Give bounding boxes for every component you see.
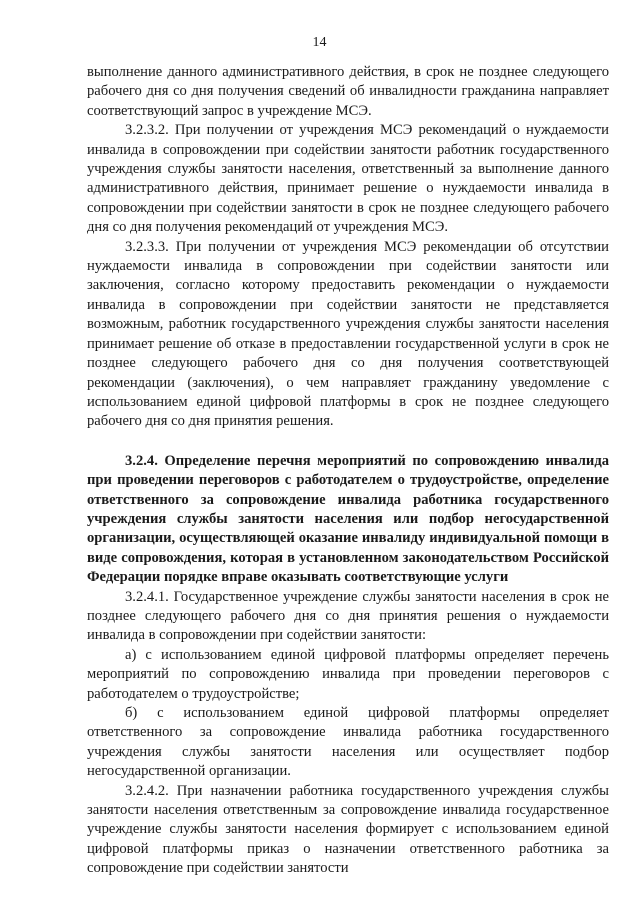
paragraph-3-2-4-2: 3.2.4.2. При назначении работника государственного учреждения службы занятости населения ответственным за сопровождение инвалида государственное учреждение службы занятости населения формирует с использованием единой цифровой платформы приказ о назначении ответственного работника за сопровождение при содействии занятости bbox=[87, 782, 609, 877]
page-number: 14 bbox=[312, 35, 327, 50]
paragraph-item-b: б) с использованием единой цифровой платформы определяет ответственного за сопровождение инвалида работника государственного учреждения службы занятости населения или осуществляет подбор негосударственной организации. bbox=[87, 705, 609, 780]
paragraph-3-2-3-3: 3.2.3.3. При получении от учреждения МСЭ рекомендации об отсутствии нуждаемости инвалида в сопровождении при содействии занятости или заключения, согласно которому предоставить рекомендации о нуждаемости инвалида в сопровождении при содействии занятости не представляется возможным, работник государственного учреждения службы занятости населения принимает решение об отказе в предоставлении государственной услуги в срок не позднее следующего рабочего дня со дня получения соответствующей рекомендации (заключения), о чем направляет гражданину уведомление с использованием единой цифровой платформы в срок не позднее следующего рабочего дня со дня принятия решения. bbox=[87, 238, 609, 430]
page-body bbox=[87, 63, 609, 879]
section-heading-3-2-4: 3.2.4. Определение перечня мероприятий по сопровождению инвалида при проведении переговоров с работодателем о трудоустройстве, определение ответственного за сопровождение инвалида работника государственного учреждения службы занятости населения или подбор негосударственной организации, осуществляющей оказание инвалиду индивидуальной помощи в виде сопровождения, которая в установленном законодательством Российской Федерации порядке вправе оказывать соответствующие услуги bbox=[87, 452, 609, 586]
paragraph-item-a: а) с использованием единой цифровой платформы определяет перечень мероприятий по сопровождению инвалида при проведении переговоров с работодателем о трудоустройстве; bbox=[87, 646, 609, 702]
paragraph-3-2-4-1: 3.2.4.1. Государственное учреждение службы занятости населения в срок не позднее следующего рабочего дня со дня принятия решения о нуждаемости инвалида в сопровождении при содействии занятости: bbox=[87, 588, 609, 644]
paragraph-continuation: выполнение данного административного действия, в срок не позднее следующего рабочего дня со дня получения сведений об инвалидности гражданина направляет соответствующий запрос в учреждение МСЭ. bbox=[87, 64, 609, 119]
paragraph-3-2-3-2: 3.2.3.2. При получении от учреждения МСЭ рекомендаций о нуждаемости инвалида в сопровождении при содействии занятости работник государственного учреждения службы занятости населения, ответственный за выполнение данного административного действия, принимает решение о нуждаемости инвалида в сопровождении при содействии занятости в срок не позднее следующего рабочего дня со дня получения рекомендаций от учреждения МСЭ. bbox=[87, 122, 609, 236]
